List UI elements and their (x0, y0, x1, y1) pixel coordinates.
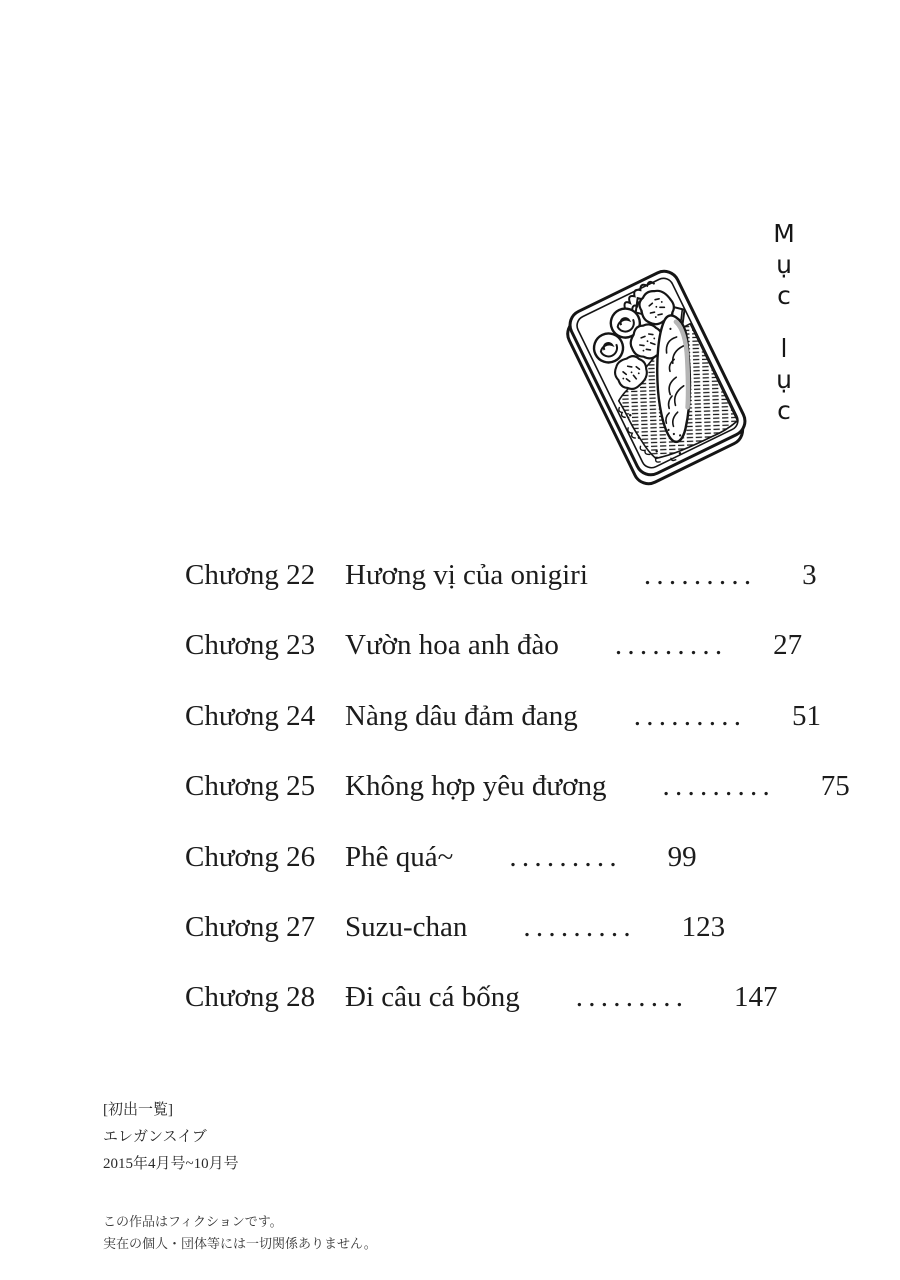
chapter-title: Nàng dâu đảm đang (345, 699, 578, 732)
chapter-title: Đi câu cá bống (345, 981, 520, 1014)
toc-row (185, 822, 875, 892)
vertical-title-letter: ụ (776, 365, 792, 394)
colophon-issue-range: 2015年4月号~10月号 (103, 1156, 239, 1172)
vertical-title-letter: ụ (776, 250, 792, 279)
vertical-title (763, 218, 805, 426)
page-number: 99 (667, 840, 697, 873)
chapter-title: Phê quá~ (345, 840, 454, 873)
toc-row (185, 540, 875, 610)
chapter-title: Suzu-chan (345, 910, 468, 943)
chapter-title: Vườn hoa anh đào (345, 629, 559, 662)
colophon-source-header: [初出一覧] (103, 1102, 173, 1118)
toc-row (185, 962, 875, 1032)
colophon (103, 1097, 377, 1255)
chapter-label: Chương 28 (185, 981, 316, 1014)
vertical-title-letter: M (773, 219, 795, 248)
dot-leader: . . . . . . . . . (575, 981, 682, 1014)
fiction-disclaimer (103, 1211, 377, 1255)
toc-row (185, 610, 875, 680)
chapter-label: Chương 27 (185, 910, 316, 943)
dot-leader: . . . . . . . . . (509, 840, 616, 873)
dot-leader: . . . . . . . . . (633, 699, 740, 732)
chapter-label: Chương 24 (185, 699, 316, 732)
toc-list (185, 540, 875, 1033)
dot-leader: . . . . . . . . . (523, 910, 630, 943)
bento-box-drawing (543, 256, 777, 500)
chapter-label: Chương 26 (185, 840, 316, 873)
vertical-title-letter: c (777, 396, 791, 425)
toc-row (185, 681, 875, 751)
disclaimer-line: この作品はフィクションです。 (103, 1214, 283, 1229)
vertical-title-letter: l (780, 334, 788, 363)
chapter-label: Chương 23 (185, 629, 316, 662)
page-number: 27 (773, 629, 803, 662)
dot-leader: . . . . . . . . . (662, 770, 769, 803)
colophon-magazine-name: エレガンスイブ (103, 1129, 207, 1145)
chapter-label: Chương 25 (185, 770, 316, 803)
page-number: 51 (792, 699, 821, 732)
toc-row (185, 892, 875, 962)
chapter-title: Không hợp yêu đương (345, 770, 607, 803)
disclaimer-line: 実在の個人・団体等には一切関係ありません。 (103, 1236, 377, 1251)
dot-leader: . . . . . . . . . (614, 629, 722, 662)
vertical-title-letter: c (777, 281, 791, 310)
toc-row (185, 751, 875, 821)
chapter-title: Hương vị của onigiri (345, 559, 588, 591)
bento-box-illustration (543, 256, 777, 500)
page-number: 75 (820, 770, 850, 803)
dot-leader: . . . . . . . . . (643, 559, 751, 591)
chapter-label: Chương 22 (185, 559, 316, 591)
page-number: 123 (681, 910, 726, 943)
page-number: 147 (734, 981, 778, 1014)
page-number: 3 (802, 559, 817, 591)
